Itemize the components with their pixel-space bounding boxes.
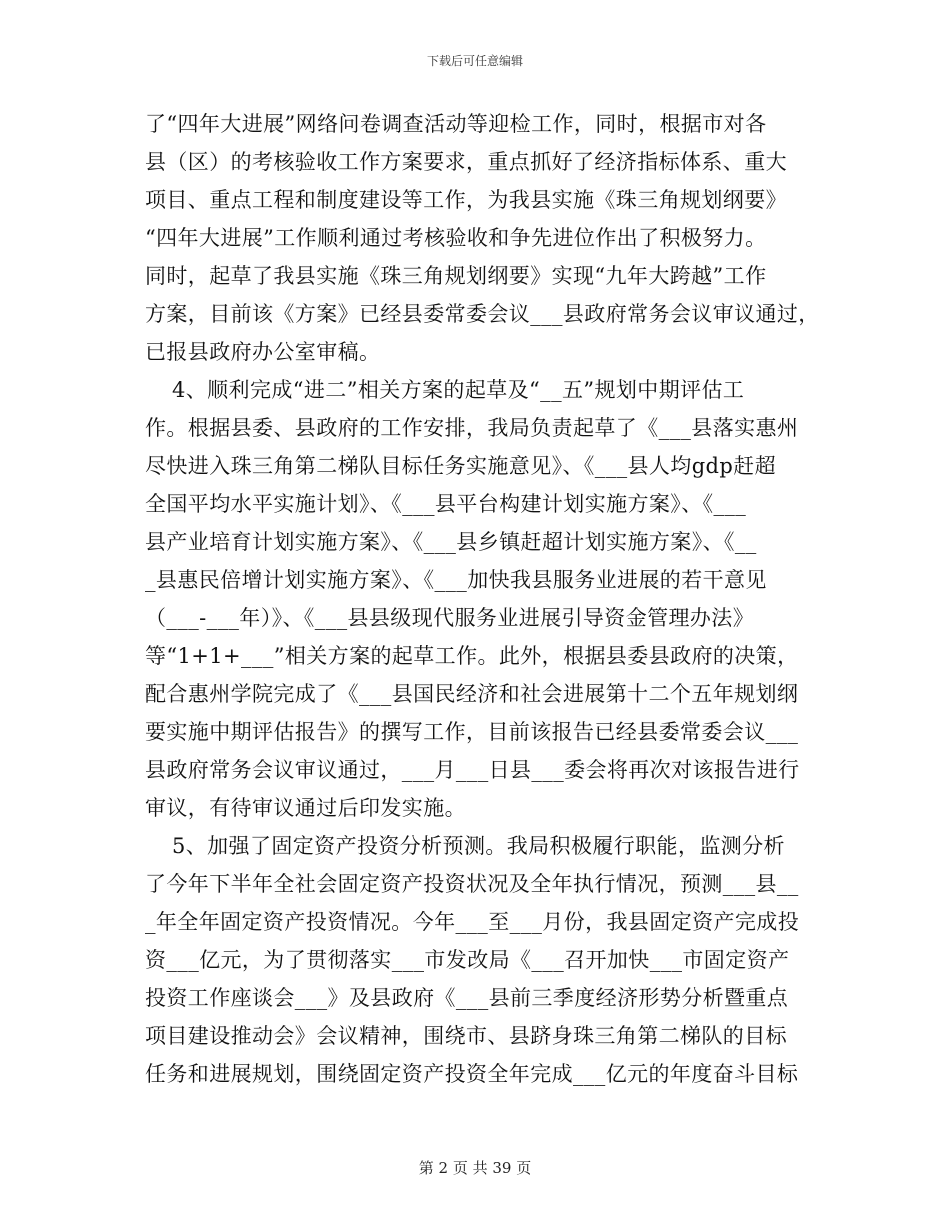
paragraph-line: _县惠民倍增计划实施方案》、《___加快我县服务业进展的若干意见 xyxy=(145,568,767,592)
paragraph-line: 等“1+1+___”相关方案的起草工作。此外，根据县委县政府的决策， xyxy=(145,644,799,668)
paragraph-line: 配合惠州学院完成了《___县国民经济和社会进展第十二个五年规划纲 xyxy=(145,682,799,706)
paragraph-line: 了今年下半年全社会固定资产投资状况及全年执行情况，预测___县__ xyxy=(145,872,799,896)
paragraph-line: 尽快进入珠三角第二梯队目标任务实施意见》、《___县人均gdp赶超 xyxy=(145,454,777,478)
paragraph-line: “四年大进展”工作顺利通过考核验收和争先进位作出了积极努力。 xyxy=(145,226,767,250)
paragraph-line: 作。根据县委、县政府的工作安排，我局负责起草了《___县落实惠州 xyxy=(145,416,799,440)
page-header-note: 下载后可任意编辑 xyxy=(426,54,523,68)
paragraph-line: 5、加强了固定资产投资分析预测。我局积极履行职能，监测分析 xyxy=(172,834,785,858)
paragraph-line: 县（区）的考核验收工作方案要求，重点抓好了经济指标体系、重大 xyxy=(145,150,787,174)
paragraph-line: 审议，有待审议通过后印发实施。 xyxy=(145,796,466,820)
paragraph-line: 投资工作座谈会___》及县政府《___县前三季度经济形势分析暨重点 xyxy=(145,986,789,1010)
paragraph-line: 4、顺利完成“进二”相关方案的起草及“__五”规划中期评估工 xyxy=(172,378,745,402)
paragraph-line: 任务和进展规划，围绕固定资产投资全年完成___亿元的年度奋斗目标 xyxy=(145,1062,799,1086)
paragraph-line: 县政府常务会议审议通过，___月___日县___委会将再次对该报告进行 xyxy=(145,758,800,782)
paragraph-line: 资___亿元，为了贯彻落实___市发改局《___召开加快___市固定资产 xyxy=(145,948,790,972)
paragraph-line: 全国平均水平实施计划》、《___县平台构建计划实施方案》、《___ xyxy=(145,492,747,516)
paragraph-line: 了“四年大进展”网络问卷调查活动等迎检工作，同时，根据市对各 xyxy=(145,112,767,136)
paragraph-line: 项目建设推动会》会议精神，围绕市、县跻身珠三角第二梯队的目标 xyxy=(145,1024,787,1048)
paragraph-line: 县产业培育计划实施方案》、《___县乡镇赶超计划实施方案》、《__ xyxy=(145,530,757,554)
page-number: 第 2 页 共 39 页 xyxy=(418,1159,532,1177)
paragraph-line: 要实施中期评估报告》的撰写工作，目前该报告已经县委常委会议___ xyxy=(145,720,799,744)
paragraph-line: 项目、重点工程和制度建设等工作，为我县实施《珠三角规划纲要》 xyxy=(145,188,787,212)
paragraph-line: 同时，起草了我县实施《珠三角规划纲要》实现“九年大跨越”工作 xyxy=(145,264,767,288)
paragraph-line: 方案，目前该《方案》已经县委常委会议___县政府常务会议审议通过， xyxy=(145,302,820,326)
paragraph-line: 已报县政府办公室审稿。 xyxy=(145,340,381,364)
paragraph-line: （___-___年）》、《___县县级现代服务业进展引导资金管理办法》 xyxy=(145,606,755,630)
paragraph-line: _年全年固定资产投资情况。今年___至___月份，我县固定资产完成投 xyxy=(145,910,800,934)
